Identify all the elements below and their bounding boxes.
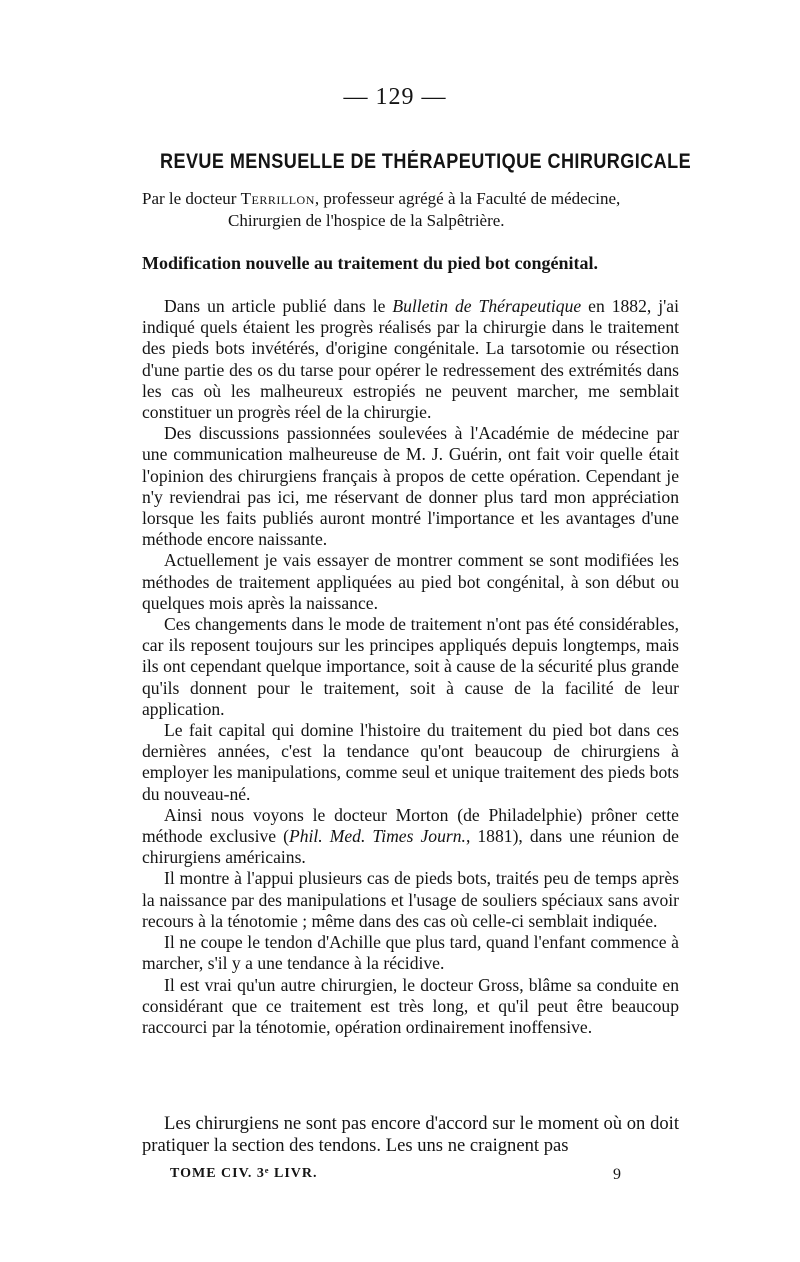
volume-label: TOME CIV. 3ᵉ LIVR. [170, 1166, 318, 1181]
paragraph-5: Le fait capital qui domine l'histoire du traitement du pied bot dans ces dernières années, c'est la tendance qu'ont beaucoup de chirurgiens à employer les manipulations, comme seul et unique traitement des pieds bots du nouveau-né. [142, 720, 679, 804]
article-heading: Modification nouvelle au traitement du pied bot congénital. [142, 253, 598, 273]
paragraph-8: Il ne coupe le tendon d'Achille que plus tard, quand l'enfant commence à marcher, s'il y a une tendance à la récidive. [142, 932, 679, 974]
paragraph-7: Il montre à l'appui plusieurs cas de pieds bots, traités peu de temps après la naissance par des manipulations et l'usage de souliers spéciaux sans avoir recours à la ténotomie ; même dans des cas où celle-ci semblait indiquée. [142, 868, 679, 931]
p6-end: , 1881), dans une réunion de chirurgiens américains. [142, 826, 679, 868]
p1-start: Dans un article publié dans le [164, 296, 393, 316]
byline-prefix: Par le docteur [142, 189, 241, 208]
reference-citation: Phil. Med. Times Journ. [288, 826, 466, 847]
signature-mark: 9 [613, 1166, 622, 1183]
byline [142, 188, 682, 232]
paragraph-4: Ces changements dans le mode de traitement n'ont pas été considérables, car ils reposent toujours sur les principes appliqués depuis longtemps, mais ils ont cependant quelque importance, soit à cause de la sécurité plus grande qu'ils donnent pour le traitement, soit à cause de la facilité de leur application. [142, 614, 679, 719]
p1-end: en 1882, j'ai indiqué quels étaient les progrès réalisés par la chirurgie dans le traitement des pieds bots invétérés, d'origine congénitale. La tarsotomie ou résection d'une partie des os du tarse pour opérer le redressement des extrémités dans les cas où les malheureux estropiés ne peuvent marcher, me semblait constituer un progrès réel de la chirurgie. [142, 296, 679, 423]
journal-citation: Bulletin de Thérapeutique [392, 296, 582, 316]
paragraph-6 [142, 805, 679, 869]
page-footer [170, 1166, 650, 1182]
article-body [142, 290, 679, 1038]
journal-title: REVUE MENSUELLE DE THÉRAPEUTIQUE CHIRURGICALE [160, 150, 692, 173]
byline-affiliation: , professeur agrégé à la Faculté de médecine, [314, 189, 621, 208]
paragraph-1 [142, 296, 679, 423]
byline-position: Chirurgien de l'hospice de la Salpêtrière. [228, 211, 505, 230]
paragraph-10: Les chirurgiens ne sont pas encore d'accord sur le moment où on doit pratiquer la section des tendons. Les uns ne craignent pas [142, 1113, 679, 1156]
paragraph-9: Il est vrai qu'un autre chirurgien, le docteur Gross, blâme sa conduite en considérant que ce traitement est très long, et qu'il peut être beaucoup raccourci par la ténotomie, opération ordinairement inoffensive. [142, 974, 679, 1037]
p6-start: Ainsi nous voyons le docteur Morton (de Philadelphie) prôner cette méthode exclusive ( [142, 804, 679, 847]
author-name: Terrillon [240, 189, 315, 208]
paragraph-3: Actuellement je vais essayer de montrer comment se sont modifiées les méthodes de traitement appliquées au pied bot congénital, à son début ou quelques mois après la naissance. [142, 550, 679, 613]
paragraph-2: Des discussions passionnées soulevées à l'Académie de médecine par une communication malheureuse de M. J. Guérin, ont fait voir quelle était l'opinion des chirurgiens français à propos de cette opération. Cependant je n'y reviendrai pas ici, me réservant de donner plus tard mon appréciation lorsque les faits publiés auront montré l'importance et les avantages d'une méthode encore naissante. [142, 423, 679, 550]
page-number: — 129 — [343, 84, 447, 110]
final-paragraph-block [142, 1113, 679, 1157]
